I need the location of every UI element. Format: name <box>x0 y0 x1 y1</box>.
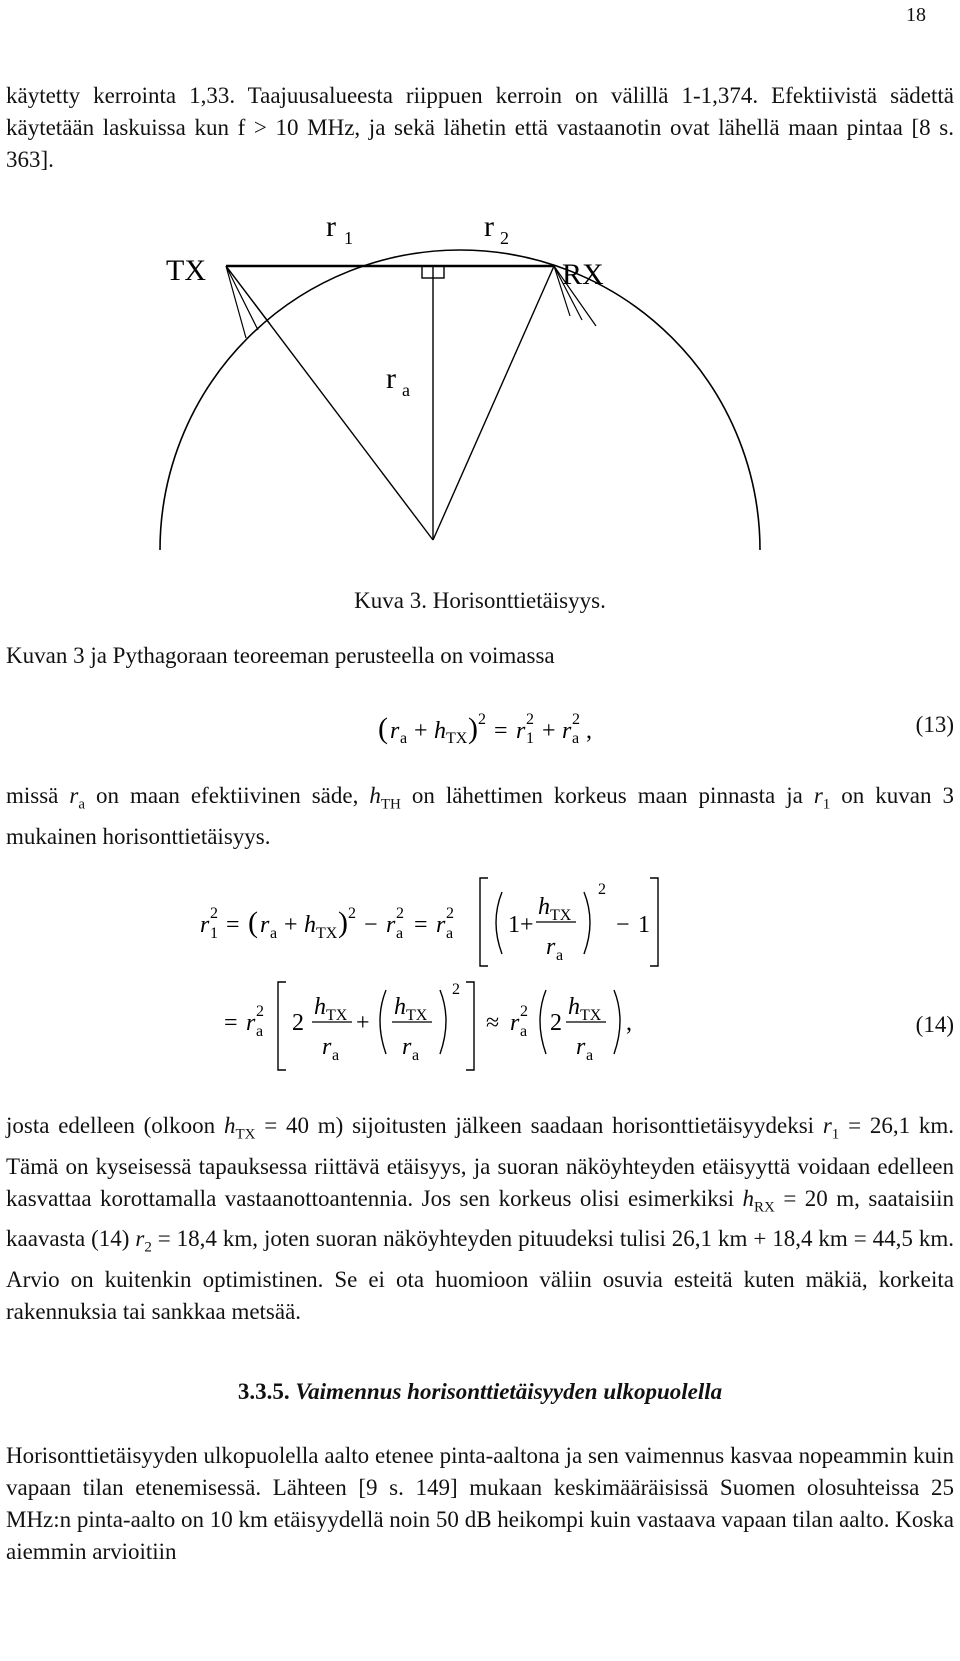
svg-text:r: r <box>322 1034 332 1060</box>
equation-13-number: (13) <box>915 712 954 737</box>
svg-text:+: + <box>414 718 428 744</box>
label-r1: r <box>326 210 336 243</box>
svg-text:TX: TX <box>326 1007 348 1024</box>
svg-text:2: 2 <box>526 711 534 728</box>
svg-text:a: a <box>412 1047 420 1064</box>
svg-text:TX: TX <box>406 1007 428 1024</box>
label-r1-sub: 1 <box>344 228 353 248</box>
figure-horizon-diagram <box>130 210 830 580</box>
svg-text:r: r <box>390 718 400 744</box>
svg-text:h: h <box>304 912 316 938</box>
figure-caption: Kuva 3. Horisonttietäisyys. <box>354 588 606 613</box>
svg-text:2: 2 <box>520 1003 528 1020</box>
label-ra-sub: a <box>402 380 410 400</box>
svg-text:r: r <box>516 718 526 744</box>
svg-text:1: 1 <box>638 912 650 938</box>
svg-text:1: 1 <box>210 925 218 942</box>
paragraph-pythagoras: Kuvan 3 ja Pythagoraan teoreeman perusteella on voimassa <box>6 643 555 668</box>
svg-text:h: h <box>434 718 446 744</box>
svg-text:r: r <box>200 912 210 938</box>
svg-text:r: r <box>510 1010 520 1036</box>
label-ra: r <box>386 362 396 395</box>
svg-text:−: − <box>364 912 378 938</box>
label-r2-sub: 2 <box>500 228 509 248</box>
svg-text:2: 2 <box>292 1010 304 1036</box>
svg-text:,: , <box>626 1010 632 1036</box>
svg-text:TX: TX <box>580 1007 602 1024</box>
svg-text:a: a <box>556 947 564 964</box>
svg-text:(: ( <box>248 906 258 939</box>
svg-text:2: 2 <box>210 905 218 922</box>
paragraph-definitions: missä $r_a$ on maan efektiivinen säde, $h_{TH}$ on lähettimen korkeus maan pinnasta ja $r_1$ on kuvan 3 mukainen horisonttietäisyys. <box>6 783 954 849</box>
svg-text:,: , <box>586 718 592 744</box>
svg-text:a: a <box>270 925 278 942</box>
svg-text:a: a <box>256 1023 264 1040</box>
svg-text:+: + <box>284 912 298 938</box>
svg-text:=: = <box>494 718 508 744</box>
svg-text:a: a <box>396 925 404 942</box>
equation-14-number: (14) <box>915 1012 954 1037</box>
paragraph-intro: käytetty kerrointa 1,33. Taajuusalueesta riippuen kerroin on välillä 1-1,374. Efektiivistä sädettä käytetään laskuissa kun f > 10 MHz, ja sekä lähetin että vastaanotin ovat lähellä maan pintaa [8 s. 363]. <box>6 83 954 172</box>
svg-text:r: r <box>562 718 572 744</box>
page-number: 18 <box>906 4 926 26</box>
svg-text:2: 2 <box>478 711 486 728</box>
section-heading: 3.3.5. Vaimennus horisonttietäisyyden ulkopuolella <box>237 1379 723 1404</box>
equation-13-svg <box>378 708 618 752</box>
svg-text:2: 2 <box>256 1003 264 1020</box>
svg-text:a: a <box>400 730 408 747</box>
svg-text:a: a <box>572 730 580 747</box>
svg-text:h: h <box>538 894 550 920</box>
equation-13 <box>378 708 618 758</box>
svg-text:=: = <box>414 912 428 938</box>
tx-ray <box>226 266 258 330</box>
svg-text:=: = <box>224 1010 238 1036</box>
paragraph-results: josta edelleen (olkoon $h_{TX} = 40$ m) sijoitusten jälkeen saadaan horisonttietäisyydeksi $r_1 = 26,1$ km. Tämä on kyseisessä tapauksessa riittävä etäisyys, ja suoran näköyhteyden etäisyyttä voidaan edelleen kasvattaa korottamalla vastaanottoantennia. Jos sen korkeus olisi esimerkiksi $h_{RX} = 20$ m, saataisiin kaavasta (14) $r_2 = 18,4$ km, joten suoran näköyhteyden pituudeksi tulisi 26,1 km + 18,4 km = 44,5 km. Arvio on kuitenkin optimistinen. Se ei ota huomioon väliin osuvia esteitä kuten mäkiä, korkeita rakennuksia tai sankkaa metsää. <box>6 1113 954 1324</box>
horizon-diagram-svg <box>130 210 830 580</box>
paragraph-attenuation: Horisonttietäisyyden ulkopuolella aalto etenee pinta-aaltona ja sen vaimennus kasvaa nopeammin kuin vapaan tilan etenemisessä. Lähteen [9 s. 149] mukaan keskimääräisissä Suomen olosuhteissa 25 MHz:n pinta-aalto on 10 km etäisyydellä noin 50 dB heikompi kuin vastaava vapaan tilan aalto. Koska aiemmin arvioitiin <box>6 1443 954 1564</box>
svg-text:2: 2 <box>452 981 460 998</box>
rx-to-center <box>433 266 554 540</box>
svg-text:=: = <box>226 912 240 938</box>
tx-ray <box>226 266 246 338</box>
label-rx: RX <box>562 258 604 291</box>
equation-14 <box>196 870 716 1086</box>
svg-text:TX: TX <box>446 730 468 747</box>
tx-ray <box>226 266 270 324</box>
svg-text:+: + <box>542 718 556 744</box>
equation-14-svg <box>196 870 716 1080</box>
svg-text:TX: TX <box>316 925 338 942</box>
svg-text:r: r <box>386 912 396 938</box>
svg-text:2: 2 <box>446 905 454 922</box>
svg-text:): ) <box>468 712 478 745</box>
svg-text:r: r <box>246 1010 256 1036</box>
svg-text:2: 2 <box>572 711 580 728</box>
label-tx: TX <box>166 254 206 287</box>
svg-text:r: r <box>402 1034 412 1060</box>
svg-text:−: − <box>616 912 630 938</box>
svg-text:): ) <box>338 906 348 939</box>
svg-text:h: h <box>314 994 326 1020</box>
svg-text:1: 1 <box>526 730 534 747</box>
svg-text:+: + <box>356 1010 370 1036</box>
svg-text:2: 2 <box>396 905 404 922</box>
svg-text:a: a <box>446 925 454 942</box>
svg-text:r: r <box>576 1034 586 1060</box>
svg-text:2: 2 <box>550 1010 562 1036</box>
svg-text:a: a <box>586 1047 594 1064</box>
svg-text:TX: TX <box>550 907 572 924</box>
svg-text:a: a <box>520 1023 528 1040</box>
label-r2: r <box>484 210 494 243</box>
svg-text:≈: ≈ <box>486 1010 500 1036</box>
svg-text:h: h <box>568 994 580 1020</box>
earth-arc <box>160 250 760 550</box>
svg-text:r: r <box>436 912 446 938</box>
svg-text:r: r <box>546 934 556 960</box>
svg-text:h: h <box>394 994 406 1020</box>
svg-text:1+: 1+ <box>508 912 534 938</box>
svg-text:a: a <box>332 1047 340 1064</box>
svg-text:r: r <box>260 912 270 938</box>
svg-text:2: 2 <box>348 905 356 922</box>
svg-text:2: 2 <box>598 881 606 898</box>
svg-text:(: ( <box>378 712 388 745</box>
